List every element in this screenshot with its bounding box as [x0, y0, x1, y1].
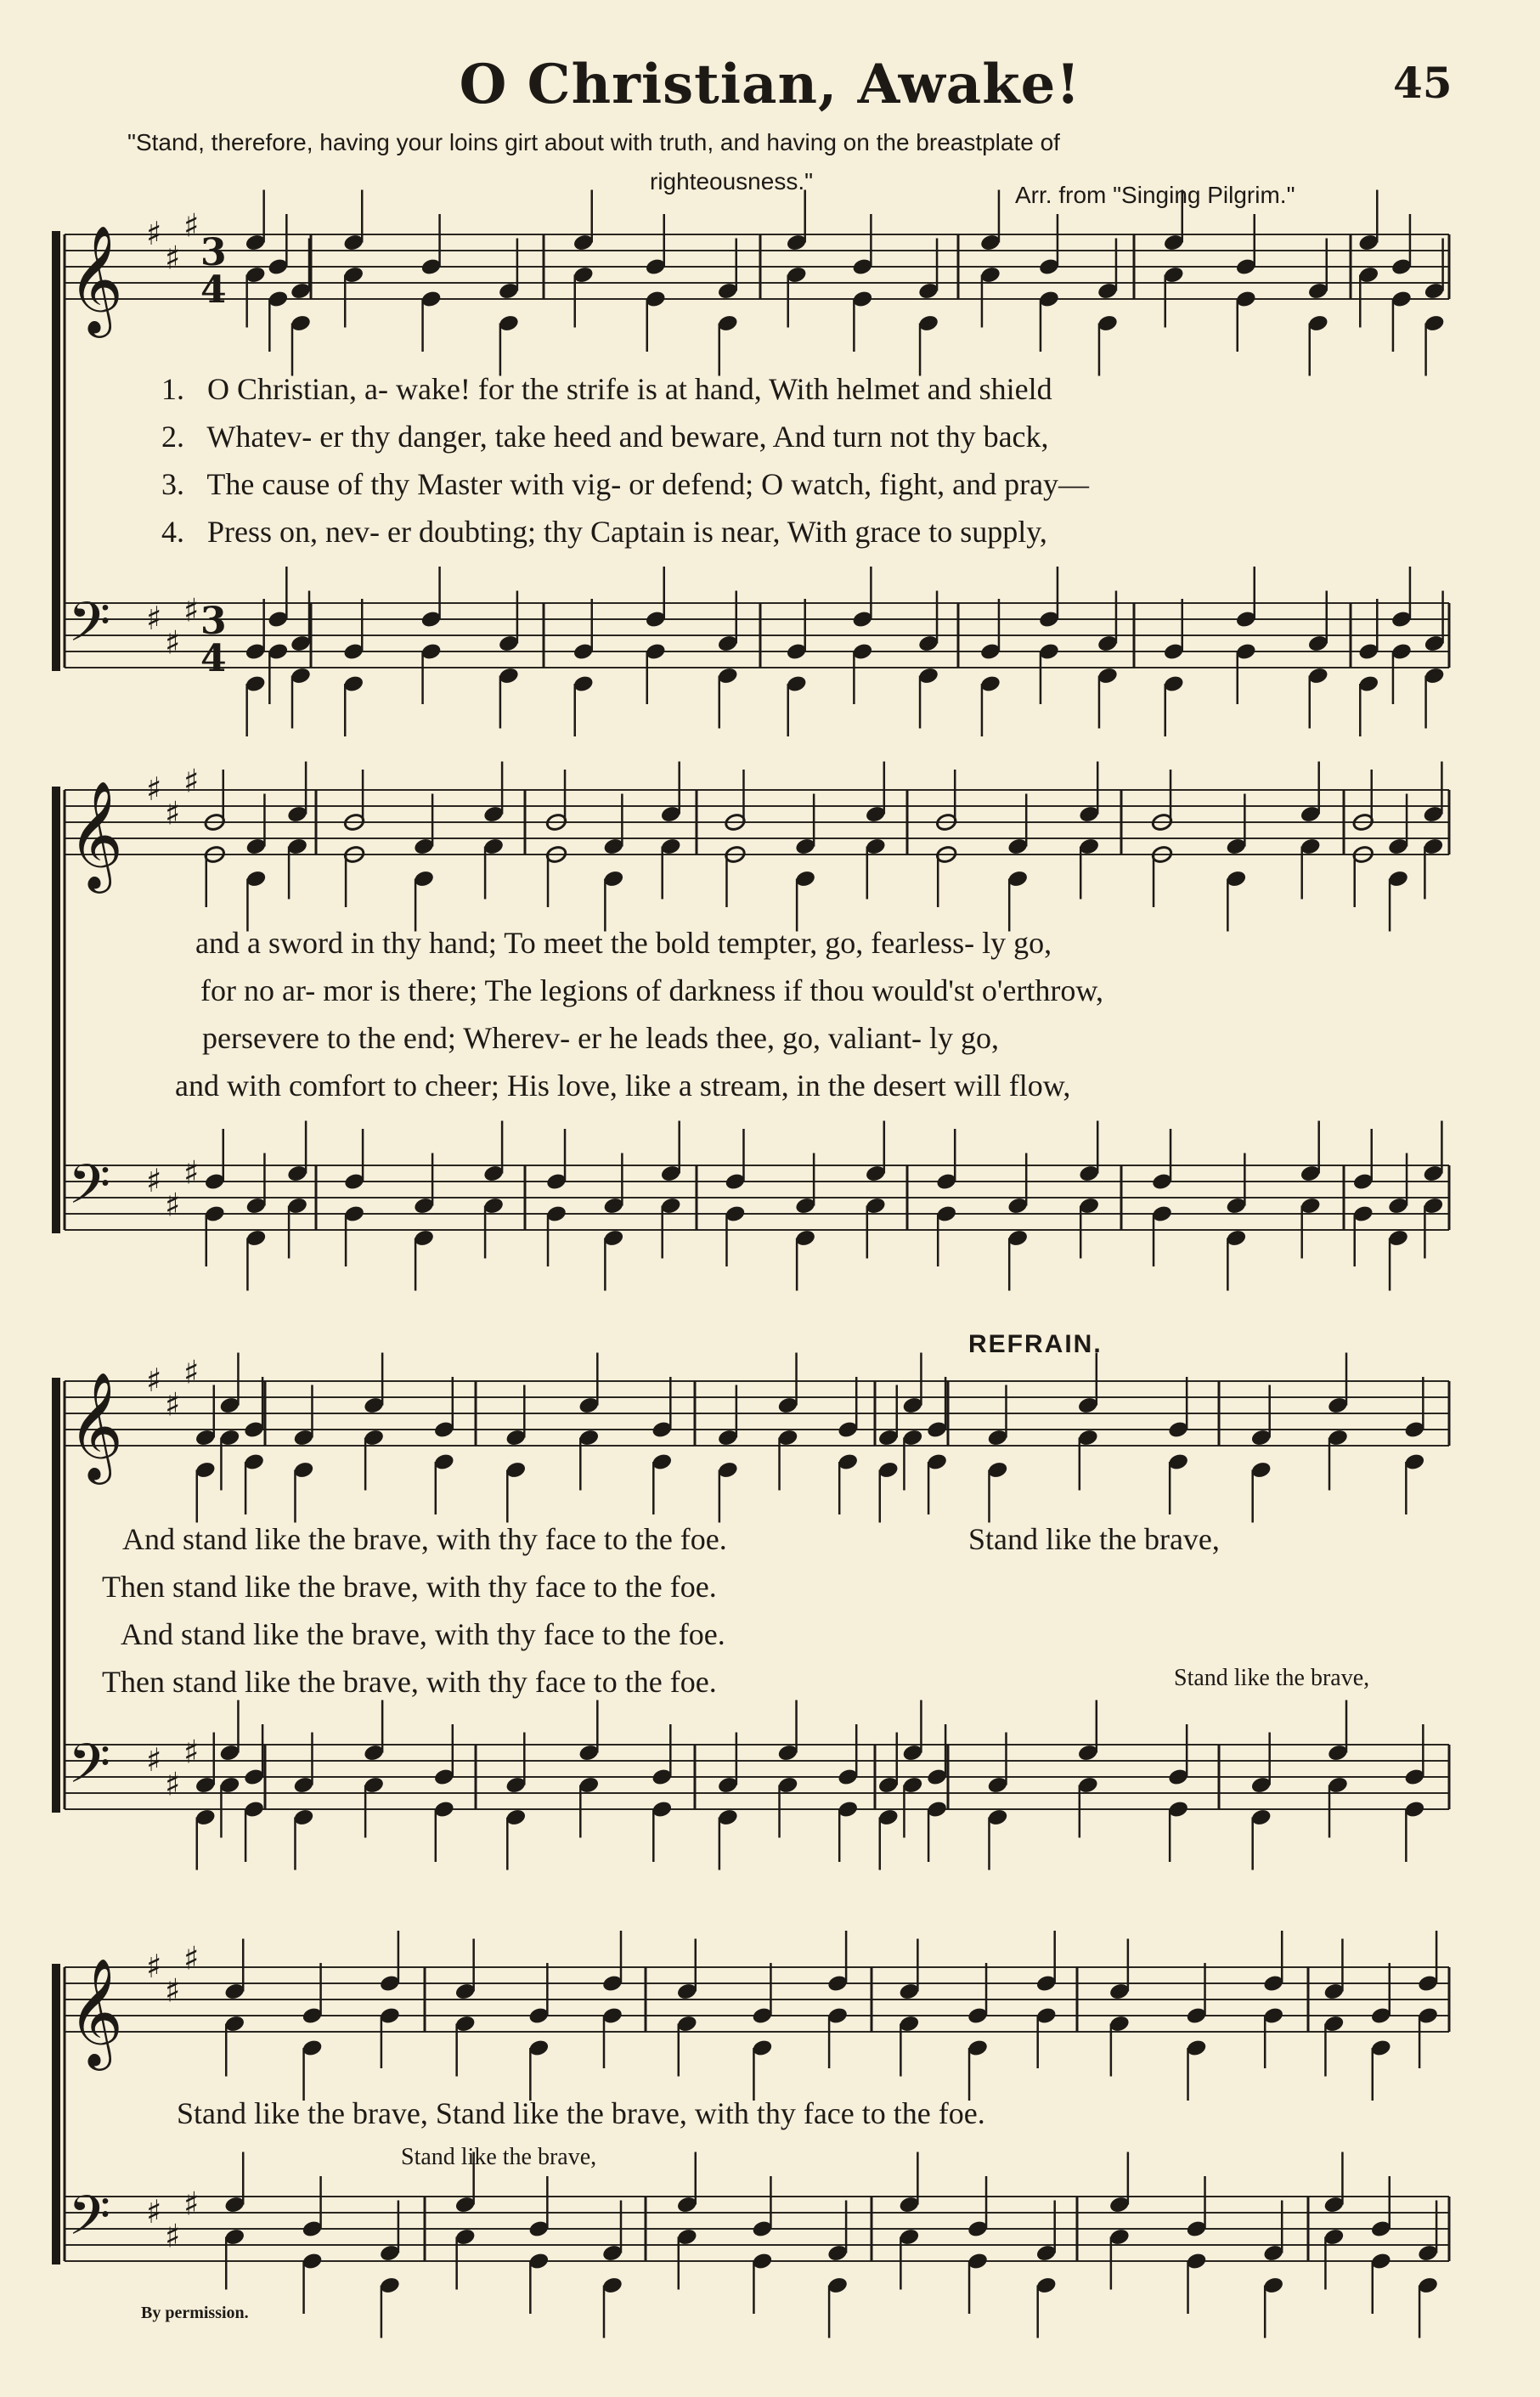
- verse-text: The cause of thy Master with vig- or defend; O watch, fight, and pray—: [206, 467, 1090, 501]
- sharp-icon: ♯: [165, 1185, 181, 1224]
- verse-3-line-3: And stand like the brave, with thy face to the foe.: [121, 1617, 725, 1651]
- verse-text: O Christian, a- wake! for the strife is at hand, With helmet and shield: [207, 372, 1052, 406]
- verse-text: Whatev- er thy danger, take heed and beware, And turn not thy back,: [206, 420, 1049, 454]
- bass-clef-icon: 𝄢: [68, 1733, 111, 1809]
- verse-2-line-1: [161, 421, 1049, 452]
- verse-text: Press on, nev- er doubting; thy Captain is near, With grace to supply,: [207, 515, 1047, 549]
- sharp-icon: ♯: [183, 590, 200, 629]
- bass-clef-icon: 𝄢: [68, 591, 111, 668]
- sharp-icon: ♯: [165, 623, 181, 662]
- refrain-label: REFRAIN.: [968, 1330, 1103, 1358]
- refrain-line-2: Stand like the brave, Stand like the brave, with thy face to the foe.: [177, 2096, 985, 2130]
- staff-systems: [56, 190, 1449, 2338]
- sharp-icon: ♯: [183, 761, 200, 800]
- sharp-icon: ♯: [146, 1947, 162, 1985]
- sharp-icon: ♯: [146, 1740, 162, 1779]
- sharp-icon: ♯: [146, 1361, 162, 1399]
- verse-3-line-2: persevere to the end; Wherev- er he leads thee, go, valiant- ly go,: [202, 1021, 999, 1055]
- sharp-icon: ♯: [146, 214, 162, 252]
- sharp-icon: ♯: [165, 2216, 181, 2255]
- tune-attribution: Arr. from "Singing Pilgrim.": [1015, 182, 1295, 208]
- verse-number: 4.: [161, 515, 184, 549]
- sharp-icon: ♯: [165, 1385, 181, 1424]
- verse-2-line-2: for no ar- mor is there; The legions of darkness if thou would'st o'erthrow,: [200, 973, 1104, 1007]
- sharp-icon: ♯: [146, 1161, 162, 1199]
- treble-clef-icon: 𝄞: [68, 224, 124, 333]
- sharp-icon: ♯: [183, 1153, 200, 1192]
- treble-clef-icon: 𝄞: [68, 1371, 124, 1480]
- page-number: 45: [1393, 58, 1453, 108]
- sharp-icon: ♯: [183, 2184, 200, 2223]
- sharp-icon: ♯: [165, 1971, 181, 2010]
- verse-4-line-2: and with comfort to cheer; His love, like a stream, in the desert will flow,: [175, 1069, 1071, 1103]
- permission-note: By permission.: [141, 2304, 249, 2322]
- time-signature-bottom: 4: [200, 268, 227, 312]
- bass-cue-1: Stand like the brave,: [1174, 1665, 1370, 1691]
- verse-4-line-1: [161, 516, 1047, 547]
- verse-1-line-3: And stand like the brave, with thy face to the foe.: [122, 1522, 727, 1556]
- sharp-icon: ♯: [183, 1352, 200, 1391]
- sharp-icon: ♯: [146, 2192, 162, 2231]
- sharp-icon: ♯: [165, 238, 181, 277]
- sharp-icon: ♯: [146, 770, 162, 808]
- time-signature-bottom: 4: [200, 637, 227, 680]
- sharp-icon: ♯: [165, 793, 181, 832]
- refrain-line-1: Stand like the brave,: [968, 1522, 1220, 1556]
- sharp-icon: ♯: [183, 206, 200, 245]
- bass-clef-icon: 𝄢: [68, 1153, 111, 1230]
- epigraph-line-2: righteousness.": [650, 168, 814, 195]
- sharp-icon: ♯: [146, 599, 162, 637]
- treble-clef-icon: 𝄞: [68, 1957, 124, 2066]
- hymn-title: O Christian, Awake!: [459, 53, 1081, 116]
- verse-4-line-3: Then stand like the brave, with thy face to the foe.: [102, 1665, 717, 1699]
- bass-cue-2: Stand like the brave,: [401, 2144, 597, 2170]
- verse-number: 1.: [161, 372, 184, 406]
- bass-clef-icon: 𝄢: [68, 2185, 111, 2261]
- verse-2-line-3: Then stand like the brave, with thy face to the foe.: [102, 1570, 717, 1604]
- sharp-icon: ♯: [183, 1732, 200, 1771]
- sharp-icon: ♯: [183, 1938, 200, 1977]
- time-signature-top: 3: [200, 231, 227, 274]
- verse-1-line-1: [161, 374, 1052, 404]
- verse-3-line-1: [161, 469, 1089, 499]
- verse-1-line-2: and a sword in thy hand; To meet the bold tempter, go, fearless- ly go,: [195, 926, 1052, 960]
- verse-number: 3.: [161, 467, 184, 501]
- epigraph-line-1: "Stand, therefore, having your loins girt about with truth, and having on the breastplate of: [127, 129, 1060, 155]
- sharp-icon: ♯: [165, 1764, 181, 1803]
- time-signature-top: 3: [200, 600, 227, 643]
- treble-clef-icon: 𝄞: [68, 780, 124, 888]
- verse-number: 2.: [161, 420, 184, 454]
